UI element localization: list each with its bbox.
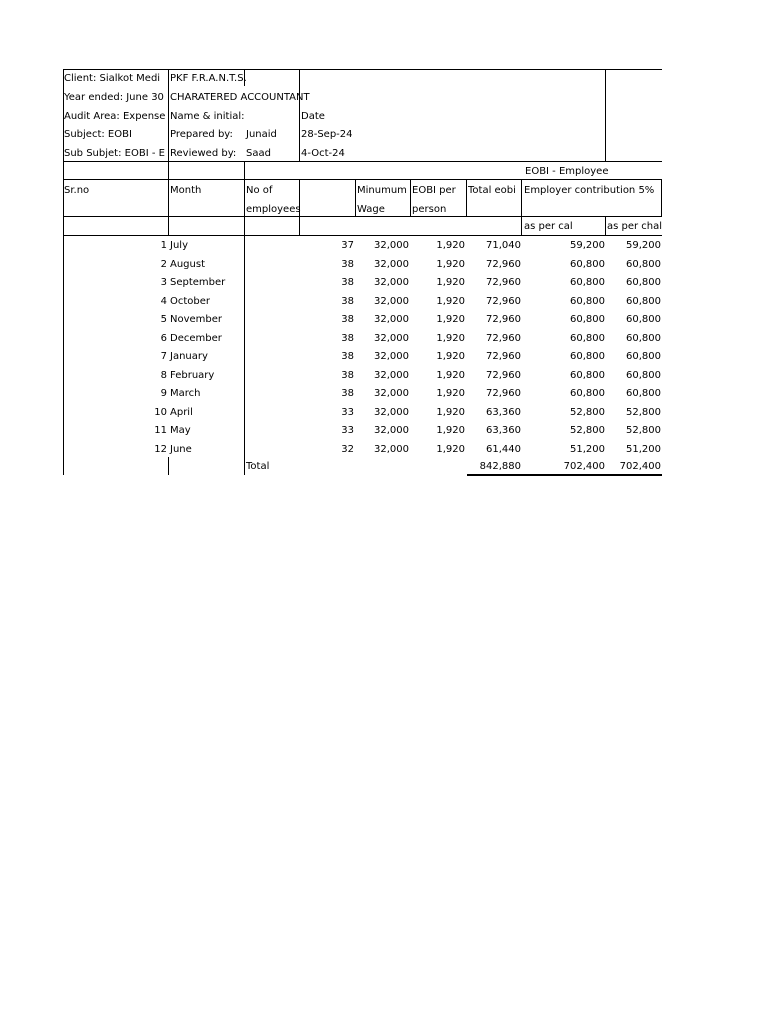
column-header-as-per-cal: as per cal	[524, 221, 573, 232]
sr-no-cell: 6	[160, 333, 167, 344]
per-person-cell: 1,920	[436, 259, 465, 270]
as-per-chal-cell: 60,800	[626, 333, 661, 344]
month-cell: February	[170, 370, 215, 381]
month-cell: December	[170, 333, 222, 344]
grid-line	[244, 236, 245, 475]
employees-cell: 38	[341, 259, 354, 270]
reviewed-by-label: Reviewed by:	[170, 148, 237, 159]
grid-line	[168, 457, 169, 475]
as-per-chal-cell: 51,200	[626, 444, 661, 455]
as-per-chal-cell: 60,800	[626, 370, 661, 381]
sr-no-cell: 5	[160, 314, 167, 325]
group-title: EOBI - Employee	[525, 166, 609, 177]
year-ended-label: Year ended: June 30	[64, 92, 164, 103]
sub-subject-label: Sub Subjet: EOBI - E	[64, 148, 165, 159]
total-eobi-cell: 63,360	[486, 407, 521, 418]
reviewed-date: 4-Oct-24	[301, 148, 345, 159]
grid-line	[63, 69, 662, 70]
per-person-cell: 1,920	[436, 314, 465, 325]
grid-line	[168, 69, 169, 236]
as-per-chal-cell: 60,800	[626, 259, 661, 270]
total-as-per-chal-value: 702,400	[619, 461, 661, 472]
month-cell: April	[170, 407, 193, 418]
reviewed-by-name: Saad	[246, 148, 271, 159]
as-per-cal-cell: 60,800	[570, 351, 605, 362]
grid-line	[410, 179, 411, 217]
per-person-cell: 1,920	[436, 240, 465, 251]
month-cell: August	[170, 259, 205, 270]
as-per-cal-cell: 59,200	[570, 240, 605, 251]
as-per-cal-cell: 60,800	[570, 388, 605, 399]
total-eobi-cell: 72,960	[486, 370, 521, 381]
as-per-cal-cell: 52,800	[570, 407, 605, 418]
column-header-total-eobi: Total eobi	[468, 185, 516, 196]
as-per-cal-cell: 60,800	[570, 277, 605, 288]
grid-line	[63, 161, 662, 162]
wage-cell: 32,000	[374, 388, 409, 399]
as-per-cal-cell: 60,800	[570, 314, 605, 325]
per-person-cell: 1,920	[436, 370, 465, 381]
total-eobi-cell: 72,960	[486, 388, 521, 399]
name-initial-label: Name & initial:	[170, 111, 245, 122]
sr-no-cell: 3	[160, 277, 167, 288]
per-person-cell: 1,920	[436, 425, 465, 436]
grid-line	[605, 69, 606, 162]
per-person-cell: 1,920	[436, 388, 465, 399]
sr-no-cell: 7	[160, 351, 167, 362]
wage-cell: 32,000	[374, 407, 409, 418]
as-per-chal-cell: 52,800	[626, 425, 661, 436]
as-per-cal-cell: 52,800	[570, 425, 605, 436]
firm-name: PKF F.R.A.N.T.S.	[170, 73, 247, 84]
column-header-month: Month	[170, 185, 202, 196]
month-cell: November	[170, 314, 223, 325]
total-eobi-cell: 71,040	[486, 240, 521, 251]
column-header-as-per-chal: as per chal	[607, 221, 663, 232]
employees-cell: 37	[341, 240, 354, 251]
per-person-cell: 1,920	[436, 407, 465, 418]
employees-cell: 32	[341, 444, 354, 455]
as-per-chal-cell: 60,800	[626, 351, 661, 362]
grid-line	[63, 235, 662, 236]
total-as-per-cal-value: 702,400	[563, 461, 605, 472]
total-label: Total	[246, 461, 270, 472]
total-eobi-cell: 72,960	[486, 259, 521, 270]
total-eobi-value: 842,880	[479, 461, 521, 472]
as-per-cal-cell: 60,800	[570, 296, 605, 307]
firm-subtitle: CHARATERED ACCOUNTANT	[170, 92, 310, 103]
per-person-cell: 1,920	[436, 333, 465, 344]
month-cell: January	[170, 351, 208, 362]
column-header-wage: Minumum	[357, 185, 407, 196]
column-header-employees: No of	[246, 185, 273, 196]
as-per-cal-cell: 60,800	[570, 259, 605, 270]
employees-cell: 38	[341, 370, 354, 381]
total-eobi-cell: 61,440	[486, 444, 521, 455]
total-eobi-cell: 72,960	[486, 351, 521, 362]
month-cell: June	[170, 444, 192, 455]
column-header-srno: Sr.no	[64, 185, 90, 196]
per-person-cell: 1,920	[436, 277, 465, 288]
total-eobi-cell: 63,360	[486, 425, 521, 436]
sr-no-cell: 12	[154, 444, 167, 455]
grid-line	[244, 161, 245, 236]
grid-line	[466, 179, 467, 217]
wage-cell: 32,000	[374, 370, 409, 381]
grid-line	[605, 216, 606, 236]
sr-no-cell: 10	[154, 407, 167, 418]
per-person-cell: 1,920	[436, 351, 465, 362]
grid-line	[355, 179, 356, 217]
total-eobi-cell: 72,960	[486, 277, 521, 288]
wage-cell: 32,000	[374, 259, 409, 270]
month-cell: October	[170, 296, 211, 307]
month-cell: May	[170, 425, 191, 436]
subject-label: Subject: EOBI	[64, 129, 132, 140]
sr-no-cell: 11	[154, 425, 167, 436]
sr-no-cell: 8	[160, 370, 167, 381]
employees-cell: 38	[341, 388, 354, 399]
per-person-cell: 1,920	[436, 296, 465, 307]
employees-cell: 38	[341, 351, 354, 362]
prepared-date: 28-Sep-24	[301, 129, 353, 140]
wage-cell: 32,000	[374, 444, 409, 455]
wage-cell: 32,000	[374, 333, 409, 344]
audit-area-label: Audit Area: Expense	[64, 111, 166, 122]
column-header-per-person-2: person	[412, 204, 447, 215]
total-eobi-cell: 72,960	[486, 333, 521, 344]
as-per-cal-cell: 51,200	[570, 444, 605, 455]
column-header-wage-2: Wage	[357, 204, 385, 215]
employees-cell: 38	[341, 277, 354, 288]
employees-cell: 38	[341, 296, 354, 307]
employees-cell: 33	[341, 407, 354, 418]
as-per-chal-cell: 60,800	[626, 314, 661, 325]
column-header-employees-2: employees	[246, 204, 301, 215]
wage-cell: 32,000	[374, 351, 409, 362]
sr-no-cell: 1	[160, 240, 167, 251]
prepared-by-label: Prepared by:	[170, 129, 233, 140]
employees-cell: 38	[341, 333, 354, 344]
month-cell: July	[170, 240, 188, 251]
client-label: Client: Sialkot Medi	[64, 73, 161, 84]
as-per-cal-cell: 60,800	[570, 333, 605, 344]
grid-line	[63, 216, 662, 217]
per-person-cell: 1,920	[436, 444, 465, 455]
wage-cell: 32,000	[374, 240, 409, 251]
grid-line	[63, 179, 662, 180]
grid-line	[299, 69, 300, 162]
as-per-cal-cell: 60,800	[570, 370, 605, 381]
wage-cell: 32,000	[374, 314, 409, 325]
as-per-chal-cell: 52,800	[626, 407, 661, 418]
month-cell: September	[170, 277, 226, 288]
sr-no-cell: 4	[160, 296, 167, 307]
wage-cell: 32,000	[374, 277, 409, 288]
column-header-employer: Employer contribution 5%	[524, 185, 655, 196]
total-eobi-cell: 72,960	[486, 296, 521, 307]
total-eobi-cell: 72,960	[486, 314, 521, 325]
employees-cell: 33	[341, 425, 354, 436]
as-per-chal-cell: 59,200	[626, 240, 661, 251]
total-underline	[467, 474, 662, 476]
sr-no-cell: 2	[160, 259, 167, 270]
month-cell: March	[170, 388, 201, 399]
date-label: Date	[301, 111, 325, 122]
sr-no-cell: 9	[160, 388, 167, 399]
wage-cell: 32,000	[374, 296, 409, 307]
as-per-chal-cell: 60,800	[626, 277, 661, 288]
employees-cell: 38	[341, 314, 354, 325]
grid-line	[661, 179, 662, 217]
as-per-chal-cell: 60,800	[626, 388, 661, 399]
wage-cell: 32,000	[374, 425, 409, 436]
grid-line	[521, 179, 522, 236]
prepared-by-name: Junaid	[246, 129, 277, 140]
as-per-chal-cell: 60,800	[626, 296, 661, 307]
column-header-per-person: EOBI per	[412, 185, 456, 196]
